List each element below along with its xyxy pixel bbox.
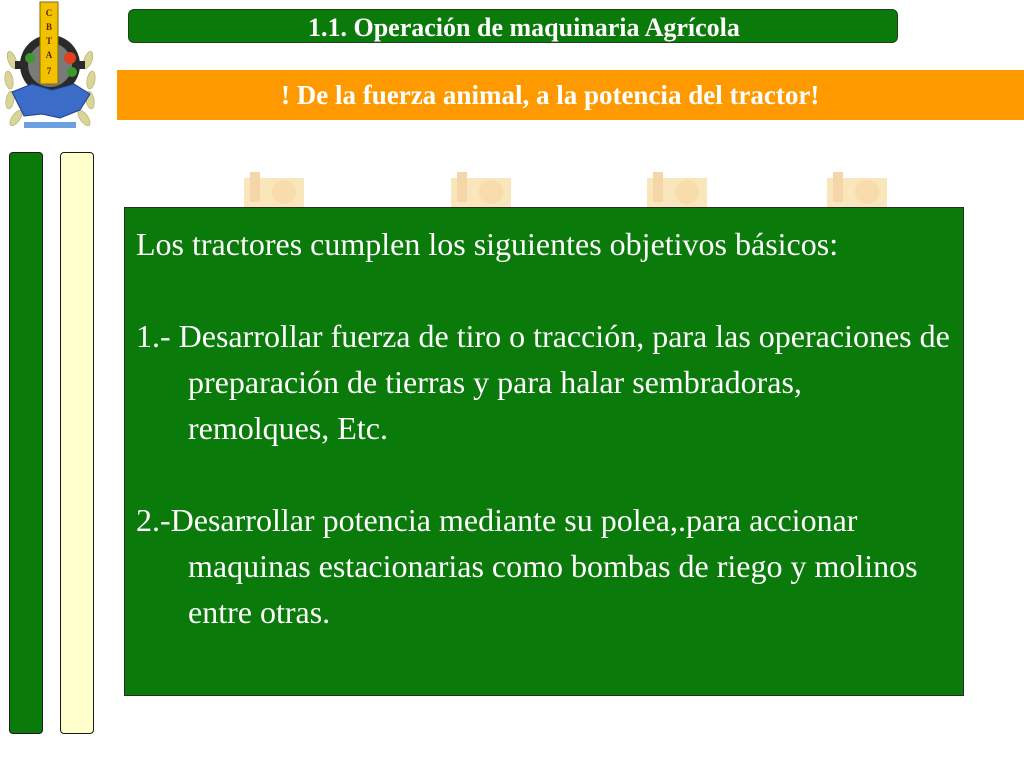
page-subtitle: ! De la fuerza animal, a la potencia del tractor!: [281, 80, 820, 110]
objective-1: 1.- Desarrollar fuerza de tiro o tracción, para las operaciones de preparación de tierras y para halar sembradoras, remolques, Etc.: [136, 318, 950, 446]
svg-text:C: C: [45, 8, 53, 18]
svg-text:T: T: [45, 36, 53, 46]
side-bar-green: [9, 152, 43, 734]
content-box: [124, 207, 964, 696]
subtitle-bar: [117, 70, 1024, 120]
svg-text:A: A: [45, 50, 53, 60]
svg-text:B: B: [45, 22, 53, 32]
side-bar-cream: [60, 152, 94, 734]
svg-text:7: 7: [46, 66, 52, 76]
school-logo: [2, 0, 98, 138]
objective-2: 2.-Desarrollar potencia mediante su polea,.para accionar maquinas estacionarias como bombas de riego y molinos entre otras.: [136, 502, 918, 630]
intro-text: Los tractores cumplen los siguientes objetivos básicos:: [136, 226, 839, 262]
page-title: 1.1. Operación de maquinaria Agrícola: [308, 13, 740, 42]
